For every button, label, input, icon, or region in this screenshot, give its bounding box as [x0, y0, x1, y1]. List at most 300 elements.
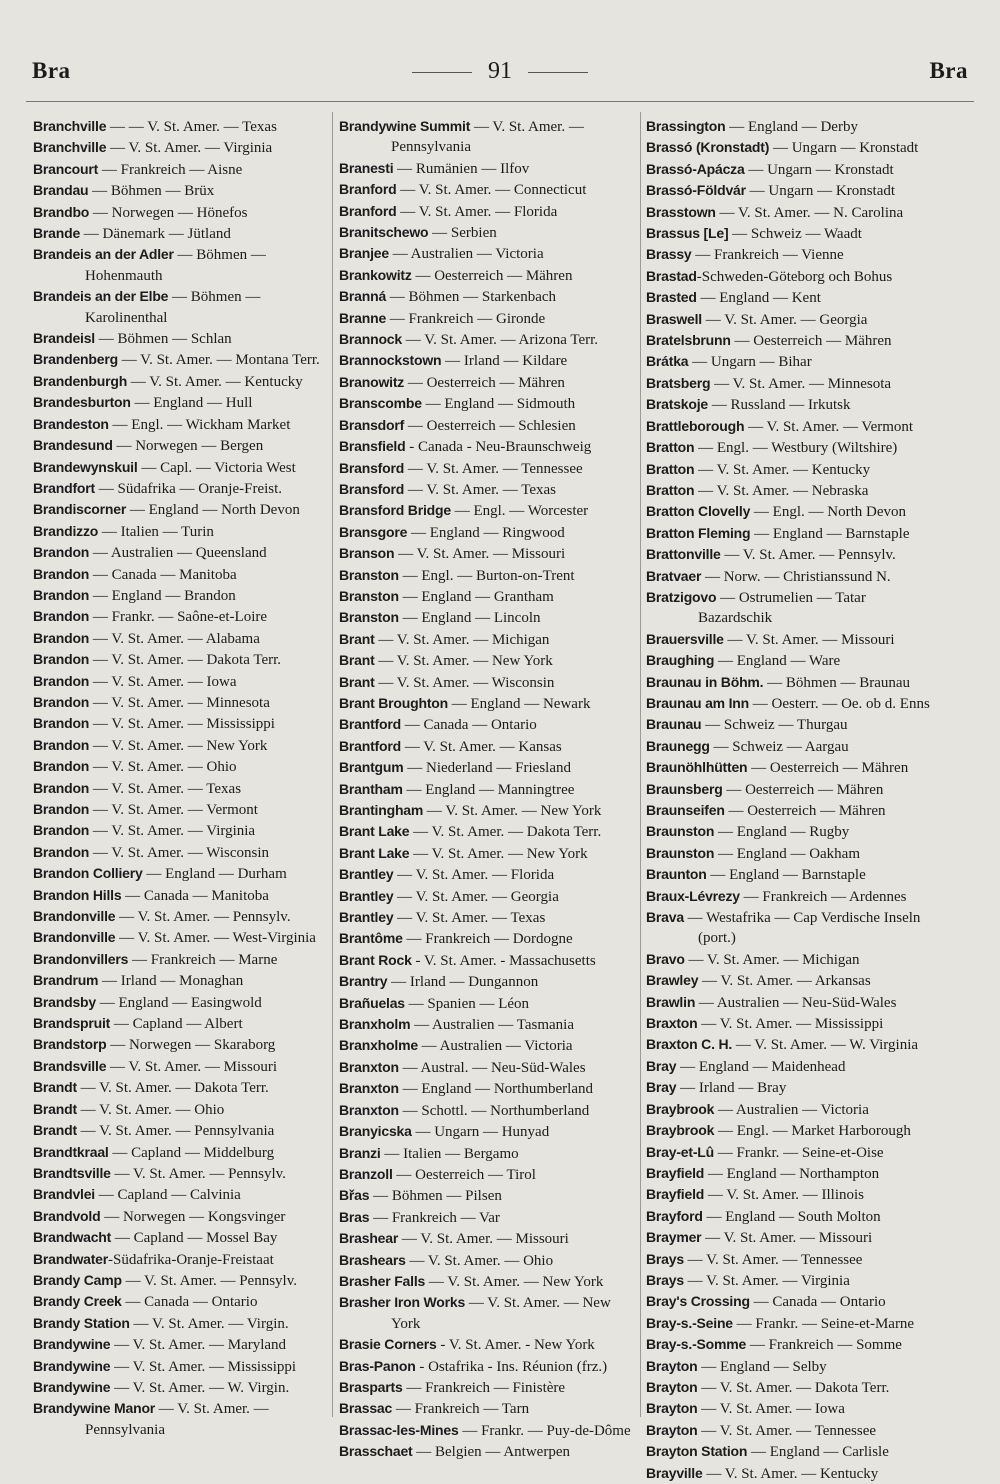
entry-headword: Brantôme — [339, 930, 403, 947]
entry-headword: Brasstown — [646, 203, 716, 220]
entry-headword: Branjee — [339, 245, 389, 262]
entry-headword: Brasted — [646, 289, 697, 306]
entry-location: — V. St. Amer. — Connecticut — [396, 182, 587, 199]
entry-headword: Bratvaer — [646, 567, 702, 584]
entry-headword: Brattonville — [646, 546, 721, 563]
entry-location: — V. St. Amer. — Georgia — [393, 888, 559, 905]
gazetteer-entry — [339, 179, 635, 200]
entry-headword: Branford — [339, 202, 397, 219]
entry-headword: Brayton — [646, 1421, 698, 1438]
gazetteer-entry — [339, 693, 635, 714]
gazetteer-entry — [33, 521, 327, 542]
gazetteer-entry — [33, 499, 327, 520]
gazetteer-entry — [339, 1164, 635, 1185]
entry-headword: Brasher Iron Works — [339, 1294, 466, 1311]
gazetteer-entry — [339, 714, 635, 735]
entry-location: — V. St. Amer. — Mississippi — [110, 1358, 297, 1375]
entry-location: — Oesterreich — Tirol — [392, 1166, 536, 1183]
gazetteer-entry — [33, 1142, 327, 1163]
entry-headword: Brandon — [33, 758, 90, 775]
entry-headword: Brandon — [33, 651, 90, 668]
entry-location: — Böhmen — Pilsen — [369, 1188, 502, 1205]
entry-location: — Frankreich — Marne — [128, 951, 278, 968]
entry-location: — Frankr. — Seine-et-Oise — [714, 1144, 884, 1161]
gazetteer-entry — [339, 1143, 635, 1164]
entry-location: — V. St. Amer. — Alabama — [89, 630, 260, 647]
gazetteer-entry — [339, 650, 635, 671]
entry-location: — Oesterreich — Mähren — [404, 374, 565, 391]
gazetteer-entry — [339, 1420, 635, 1441]
entry-location: — V. St. Amer. — Wisconsin — [89, 844, 269, 861]
gazetteer-entry — [339, 436, 635, 457]
gazetteer-entry — [33, 1013, 327, 1034]
entry-headword: Brandau — [33, 182, 89, 199]
entry-location: — Ungarn — Kronstadt — [745, 183, 896, 200]
gazetteer-entry — [339, 1250, 635, 1271]
gazetteer-entry — [646, 672, 940, 693]
entry-location: — Irland — Bray — [676, 1080, 787, 1097]
entry-headword: Brandon — [33, 629, 90, 646]
gazetteer-entry — [646, 137, 940, 158]
gazetteer-entry — [339, 779, 635, 800]
gazetteer-entry — [646, 330, 940, 351]
gazetteer-entry — [646, 1077, 940, 1098]
column-3 — [646, 116, 940, 1484]
gazetteer-entry — [33, 949, 327, 970]
gazetteer-entry — [646, 544, 940, 565]
gazetteer-entry — [646, 1291, 940, 1312]
entry-location: — V. St. Amer. — New York — [409, 845, 588, 862]
gazetteer-entry — [646, 992, 940, 1013]
entry-headword: Brandsby — [33, 993, 96, 1010]
entry-headword: Braunöhlhütten — [646, 759, 748, 776]
gazetteer-entry — [339, 243, 635, 264]
entry-location: — England — Durham — [142, 866, 287, 883]
entry-location: — Oesterreich — Mähren — [747, 760, 909, 777]
entry-location: — Serbien — [428, 225, 497, 242]
entry-headword: Brant — [339, 630, 375, 647]
entry-headword: Brandon — [33, 693, 90, 710]
gazetteer-entry — [646, 202, 940, 223]
entry-headword: Brandesburton — [33, 394, 131, 411]
gazetteer-entry — [646, 1184, 940, 1205]
entry-location: — V. St. Amer. — West-Virginia — [115, 930, 316, 947]
entry-location: — Norwegen — Bergen — [112, 438, 264, 455]
entry-headword: Brandon Hills — [33, 886, 122, 903]
entry-headword: Branston — [339, 587, 399, 604]
gazetteer-entry — [339, 993, 635, 1014]
entry-location: — V. St. Amer. — Virginia — [683, 1272, 850, 1289]
entry-location: — V. St. Amer. — Florida — [396, 203, 558, 220]
entry-headword: Brandvlei — [33, 1186, 95, 1203]
entry-headword: Braunegg — [646, 737, 710, 754]
entry-location: — Italien — Turin — [98, 523, 214, 540]
gazetteer-entry — [339, 1185, 635, 1206]
gazetteer-entry — [33, 1398, 327, 1440]
entry-location: — Böhmen — Schlan — [95, 331, 232, 348]
gazetteer-entry — [339, 1057, 635, 1078]
entry-location: — Frankr. — Seine-et-Marne — [732, 1315, 915, 1332]
entry-headword: Brandt — [33, 1100, 77, 1117]
entry-location: — Oesterreich — Mähren — [411, 267, 573, 284]
entry-headword: Brant Broughton — [339, 694, 448, 711]
gazetteer-entry — [33, 927, 327, 948]
entry-location: — England — Derby — [725, 119, 858, 135]
entry-headword: Brassington — [646, 118, 726, 134]
gazetteer-entry — [33, 1099, 327, 1120]
gazetteer-entry — [339, 928, 635, 949]
gazetteer-entry — [646, 1206, 940, 1227]
gazetteer-entry — [646, 116, 940, 137]
entry-headword: Braybrook — [646, 1122, 715, 1139]
entry-headword: Brayville — [646, 1464, 703, 1481]
gazetteer-entry — [33, 970, 327, 991]
entry-location: — England — Selby — [697, 1358, 827, 1375]
entry-headword: Branne — [339, 309, 387, 326]
gazetteer-entry — [339, 907, 635, 928]
entry-location: — Russland — Irkutsk — [708, 397, 851, 414]
entry-location: — Böhmen — Hohenmauth — [85, 247, 266, 284]
entry-location: — V. St. Amer. — Pennsylv. — [121, 1272, 297, 1289]
gazetteer-entry — [646, 416, 940, 437]
gazetteer-entry — [339, 672, 635, 693]
entry-headword: Brandywine Manor — [33, 1400, 156, 1417]
entry-headword: Brandy Creek — [33, 1293, 122, 1310]
entry-headword: Brandy Station — [33, 1314, 130, 1331]
entry-location: — England — Rugby — [714, 824, 850, 841]
entry-location: — V. St. Amer. — Virginia — [106, 140, 273, 157]
gazetteer-entry — [339, 500, 635, 521]
gazetteer-entry — [33, 735, 327, 756]
entry-location: — V. St. Amer. — Virgin. — [129, 1315, 289, 1332]
gazetteer-entry — [33, 842, 327, 863]
entry-headword: Bransford — [339, 480, 405, 497]
gazetteer-entry — [646, 437, 940, 458]
gazetteer-entry — [339, 1292, 635, 1334]
entry-headword: Branston — [339, 609, 399, 626]
entry-headword: Bransfield — [339, 438, 406, 455]
entry-headword: Brandon — [33, 822, 90, 839]
entry-location: — Frankr. — Saône-et-Loire — [89, 609, 268, 626]
entry-headword: Brantingham — [339, 802, 424, 818]
entry-location: — Irland — Monaghan — [98, 973, 244, 990]
gazetteer-entry — [339, 222, 635, 243]
entry-headword: Branzi — [339, 1144, 381, 1161]
entry-headword: Branston — [339, 566, 399, 583]
gazetteer-entry — [33, 885, 327, 906]
entry-location: — — V. St. Amer. — Texas — [106, 119, 277, 135]
entry-headword: Braunseifen — [646, 802, 725, 818]
gazetteer-entry — [339, 1377, 635, 1398]
entry-headword: Brayford — [646, 1207, 703, 1224]
entry-location: — V. St. Amer. — Minnesota — [710, 375, 892, 392]
entry-location: — Capl. — Victoria West — [137, 459, 296, 476]
entry-headword: Brandfort — [33, 479, 95, 496]
gazetteer-entry — [646, 566, 940, 587]
entry-headword: Bratton Clovelly — [646, 503, 751, 520]
entry-location: — V. St. Amer. — Pennsylvania — [391, 119, 584, 156]
entry-location: - V. St. Amer. - New York — [436, 1337, 595, 1354]
entry-headword: Brandywine — [33, 1336, 111, 1353]
entry-location: — Ungarn — Hunyad — [411, 1124, 550, 1141]
gazetteer-entry — [646, 244, 940, 265]
entry-location: — V. St. Amer. — W. Virginia — [732, 1037, 919, 1054]
entry-location: — V. St. Amer. — Kansas — [400, 738, 562, 755]
entry-headword: Braughing — [646, 652, 715, 669]
gazetteer-entry — [646, 587, 940, 629]
entry-location: — V. St. Amer. — Arizona Terr. — [401, 332, 599, 349]
entry-headword: Brantham — [339, 780, 403, 797]
gazetteer-entry — [339, 308, 635, 329]
gazetteer-entry — [646, 501, 940, 522]
entry-headword: Bray's Crossing — [646, 1293, 750, 1310]
entry-headword: Brátka — [646, 353, 689, 370]
entry-location: — V. St. Amer. — Pennsylvania — [85, 1401, 269, 1438]
gazetteer-entry — [339, 1078, 635, 1099]
entry-headword: Brandrum — [33, 972, 99, 989]
entry-location: — V. St. Amer. — Nebraska — [694, 482, 869, 499]
entry-headword: Brantley — [339, 909, 394, 926]
gazetteer-entry — [646, 1120, 940, 1141]
entry-location: — V. St. Amer. — Minnesota — [89, 694, 270, 711]
gazetteer-entry — [646, 180, 940, 201]
gazetteer-entry — [339, 543, 635, 564]
entry-location: — V. St. Amer. — Missouri — [394, 546, 566, 563]
page-header — [32, 58, 968, 94]
entry-location: — Engl. — Wickham Market — [108, 416, 291, 433]
gazetteer-entry — [33, 628, 327, 649]
entry-headword: Brandywine Summit — [339, 118, 471, 134]
entry-headword: Branitschewo — [339, 224, 429, 241]
gazetteer-entry — [646, 907, 940, 949]
entry-location: - V. St. Amer. - Massachusetts — [411, 952, 596, 969]
entry-headword: Bravo — [646, 950, 685, 967]
entry-headword: Brantgum — [339, 759, 404, 776]
gazetteer-entry — [33, 1291, 327, 1312]
entry-location: — Südafrika — Oranje-Freist. — [94, 480, 283, 497]
entry-location: — Engl. — Westbury (Wiltshire) — [694, 440, 898, 457]
entry-headword: Brandy Camp — [33, 1271, 122, 1288]
entry-headword: Brandywine — [33, 1357, 111, 1374]
entry-location: — Oesterreich — Mähren — [724, 803, 886, 819]
entry-headword: Brantford — [339, 737, 401, 754]
gazetteer-entry — [646, 757, 940, 778]
entry-headword: Bratton Fleming — [646, 524, 751, 541]
entry-location: — England — Sidmouth — [421, 396, 576, 413]
entry-location: — Engl. — Worcester — [450, 503, 589, 520]
entry-headword: Brant Lake — [339, 823, 410, 840]
gazetteer-entry — [33, 1377, 327, 1398]
entry-location: — Dänemark — Jütland — [80, 226, 231, 243]
entry-location: — Niederland — Friesland — [403, 760, 571, 777]
entry-location: — England — Lincoln — [398, 610, 541, 627]
entry-headword: Bransdorf — [339, 416, 405, 433]
gazetteer-entry — [339, 1356, 635, 1377]
gazetteer-entry — [646, 650, 940, 671]
gazetteer-entry — [646, 266, 940, 287]
entry-headword: Brattleborough — [646, 417, 745, 434]
entry-headword: Bratzigovo — [646, 588, 717, 605]
entry-headword: Branowitz — [339, 373, 405, 390]
entry-headword: Brayfield — [646, 1164, 705, 1181]
entry-headword: Brassó-Földvár — [646, 182, 746, 199]
entry-location: — V. St. Amer. — Arkansas — [698, 973, 871, 990]
entry-location: — Frankreich — Gironde — [386, 310, 546, 327]
entry-location: — England — Hull — [130, 395, 253, 412]
entry-headword: Brasschaet — [339, 1443, 413, 1460]
entry-headword: Braymer — [646, 1229, 702, 1246]
gazetteer-entry — [339, 350, 635, 371]
entry-headword: Brandon — [33, 586, 90, 603]
entry-location: — V. St. Amer. — Dakota Terr. — [409, 824, 602, 841]
entry-location: — Norwegen — Kongsvinger — [100, 1208, 286, 1225]
entry-headword: Branchville — [33, 139, 107, 156]
entry-headword: Branson — [339, 545, 395, 562]
gazetteer-entry — [646, 1334, 940, 1355]
entry-location: — V. St. Amer. — Missouri — [106, 1058, 278, 1075]
entry-headword: Brandizzo — [33, 522, 99, 539]
entry-location: — England — Easingwold — [95, 994, 262, 1011]
entry-location: — V. St. Amer. — Wisconsin — [374, 674, 555, 691]
entry-headword: Brandon — [33, 544, 90, 561]
entry-location: — V. St. Amer. — Virginia — [89, 823, 256, 840]
gazetteer-entry — [339, 971, 635, 992]
gazetteer-entry — [33, 1249, 327, 1270]
entry-location: — V. St. Amer. — Dakota Terr. — [697, 1379, 890, 1396]
gazetteer-entry — [339, 1100, 635, 1121]
gazetteer-entry — [646, 459, 940, 480]
entry-location: — Rumänien — Ilfov — [393, 160, 530, 177]
entry-headword: Branxton — [339, 1080, 399, 1097]
entry-location: — V. St. Amer. — Mississippi — [89, 716, 275, 733]
entry-headword: Brauersville — [646, 630, 724, 647]
entry-headword: Brastad — [646, 267, 697, 284]
entry-headword: Brandon — [33, 801, 90, 817]
entry-headword: Branxton — [339, 1101, 399, 1118]
entry-location: — England — Oakham — [714, 845, 861, 862]
entry-headword: Bray — [646, 1079, 677, 1096]
gazetteer-entry — [339, 586, 635, 607]
gazetteer-entry — [33, 349, 327, 370]
entry-location: — Belgien — Antwerpen — [412, 1444, 570, 1461]
entry-headword: Braunton — [646, 866, 707, 883]
gazetteer-entry — [646, 309, 940, 330]
entry-location: — England — Northampton — [704, 1165, 880, 1182]
entry-location: — V. St. Amer. — Texas — [89, 780, 242, 797]
entry-location: — Böhmen — Karolinenthal — [85, 289, 261, 326]
entry-headword: Brant — [339, 652, 375, 669]
entry-location: — Capland — Albert — [110, 1016, 243, 1033]
entry-location: — V. St. Amer. — N. Carolina — [715, 204, 904, 221]
entry-headword: Brassó (Kronstadt) — [646, 139, 770, 156]
entry-headword: Brava — [646, 909, 684, 926]
entry-headword: Bray — [646, 1057, 677, 1074]
entry-headword: Brandt — [33, 1122, 77, 1139]
entry-headword: Bratton — [646, 460, 695, 477]
gazetteer-entry — [646, 843, 940, 864]
entry-headword: Braunston — [646, 823, 715, 840]
entry-location: — England — Ware — [714, 653, 841, 670]
entry-headword: Brantley — [339, 866, 394, 883]
entry-location: — Ungarn — Kronstadt — [769, 140, 919, 157]
entry-location: — V. St. Amer. — Pennsylvania — [76, 1123, 275, 1140]
gazetteer-entry — [646, 1163, 940, 1184]
entry-headword: Bray-s.-Seine — [646, 1314, 733, 1331]
gazetteer-entry — [33, 202, 327, 223]
entry-headword: Branyicska — [339, 1123, 412, 1140]
entry-location: — V. St. Amer. — Montana Terr. — [117, 352, 320, 369]
entry-location: — Böhmen — Braunau — [763, 674, 911, 691]
gazetteer-entry — [33, 863, 327, 884]
gazetteer-entry — [33, 457, 327, 478]
entry-headword: Břas — [339, 1187, 370, 1204]
entry-location: — Frankreich — Dordogne — [402, 931, 573, 948]
entry-headword: Bransgore — [339, 523, 408, 540]
gazetteer-entry — [33, 1077, 327, 1098]
gazetteer-entry — [339, 1207, 635, 1228]
gazetteer-entry — [646, 693, 940, 714]
entry-headword: Bransford Bridge — [339, 502, 451, 519]
gazetteer-entry — [33, 1313, 327, 1334]
entry-headword: Brayton Station — [646, 1443, 748, 1460]
entry-location: — England — Maidenhead — [676, 1058, 846, 1075]
entry-location: — Capland — Mossel Bay — [111, 1230, 278, 1247]
entry-location: — V. St. Amer. — Kentucky — [702, 1465, 879, 1482]
entry-location: — Schottl. — Northumberland — [398, 1102, 590, 1119]
entry-location: — England — Northumberland — [398, 1081, 593, 1098]
entry-headword: Branscombe — [339, 395, 422, 412]
entry-headword: Brant Lake — [339, 844, 410, 861]
entry-headword: Brassy — [646, 246, 692, 263]
entry-headword: Brays — [646, 1271, 684, 1288]
gazetteer-entry — [646, 287, 940, 308]
entry-location: — Ostrumelien — Tatar Bazardschik — [698, 589, 866, 627]
entry-headword: Branxholme — [339, 1037, 418, 1054]
entry-location: — V. St. Amer. — Illinois — [704, 1187, 865, 1204]
gazetteer-entry — [646, 970, 940, 991]
entry-location: — Böhmen — Starkenbach — [386, 289, 557, 306]
entry-headword: Bray-s.-Somme — [646, 1336, 747, 1353]
entry-headword: Branxholm — [339, 1016, 411, 1033]
gazetteer-entry — [339, 329, 635, 350]
entry-location: — Spanien — Léon — [404, 995, 530, 1012]
gazetteer-entry — [33, 1034, 327, 1055]
entry-location: — Engl. — North Devon — [750, 504, 906, 521]
gazetteer-entry — [339, 950, 635, 971]
gazetteer-entry — [339, 393, 635, 414]
entry-headword: Branzoll — [339, 1165, 393, 1182]
running-head-left: Bra — [32, 58, 71, 83]
entry-headword: Brandstorp — [33, 1036, 107, 1053]
entry-headword: Brayton — [646, 1357, 698, 1374]
entry-location: — V. St. Amer. — Vermont — [744, 418, 914, 435]
entry-headword: Brasher Falls — [339, 1272, 426, 1289]
entry-location: — Frankreich — Tarn — [392, 1401, 530, 1418]
gazetteer-entry — [646, 886, 940, 907]
gazetteer-entry — [339, 864, 635, 885]
entry-location: — England — Carlisle — [747, 1444, 889, 1461]
entry-location: — V. St. Amer. — Mississippi — [697, 1016, 884, 1033]
entry-location: — Australien — Neu-Süd-Wales — [695, 994, 897, 1011]
entry-headword: Brayfield — [646, 1186, 705, 1203]
gazetteer-entry — [646, 1356, 940, 1377]
gazetteer-entry — [339, 201, 635, 222]
entry-headword: Brandon — [33, 565, 90, 582]
gazetteer-entry — [33, 1270, 327, 1291]
entry-headword: Brandon — [33, 736, 90, 753]
gazetteer-entry — [646, 1099, 940, 1120]
gazetteer-entry — [33, 328, 327, 349]
